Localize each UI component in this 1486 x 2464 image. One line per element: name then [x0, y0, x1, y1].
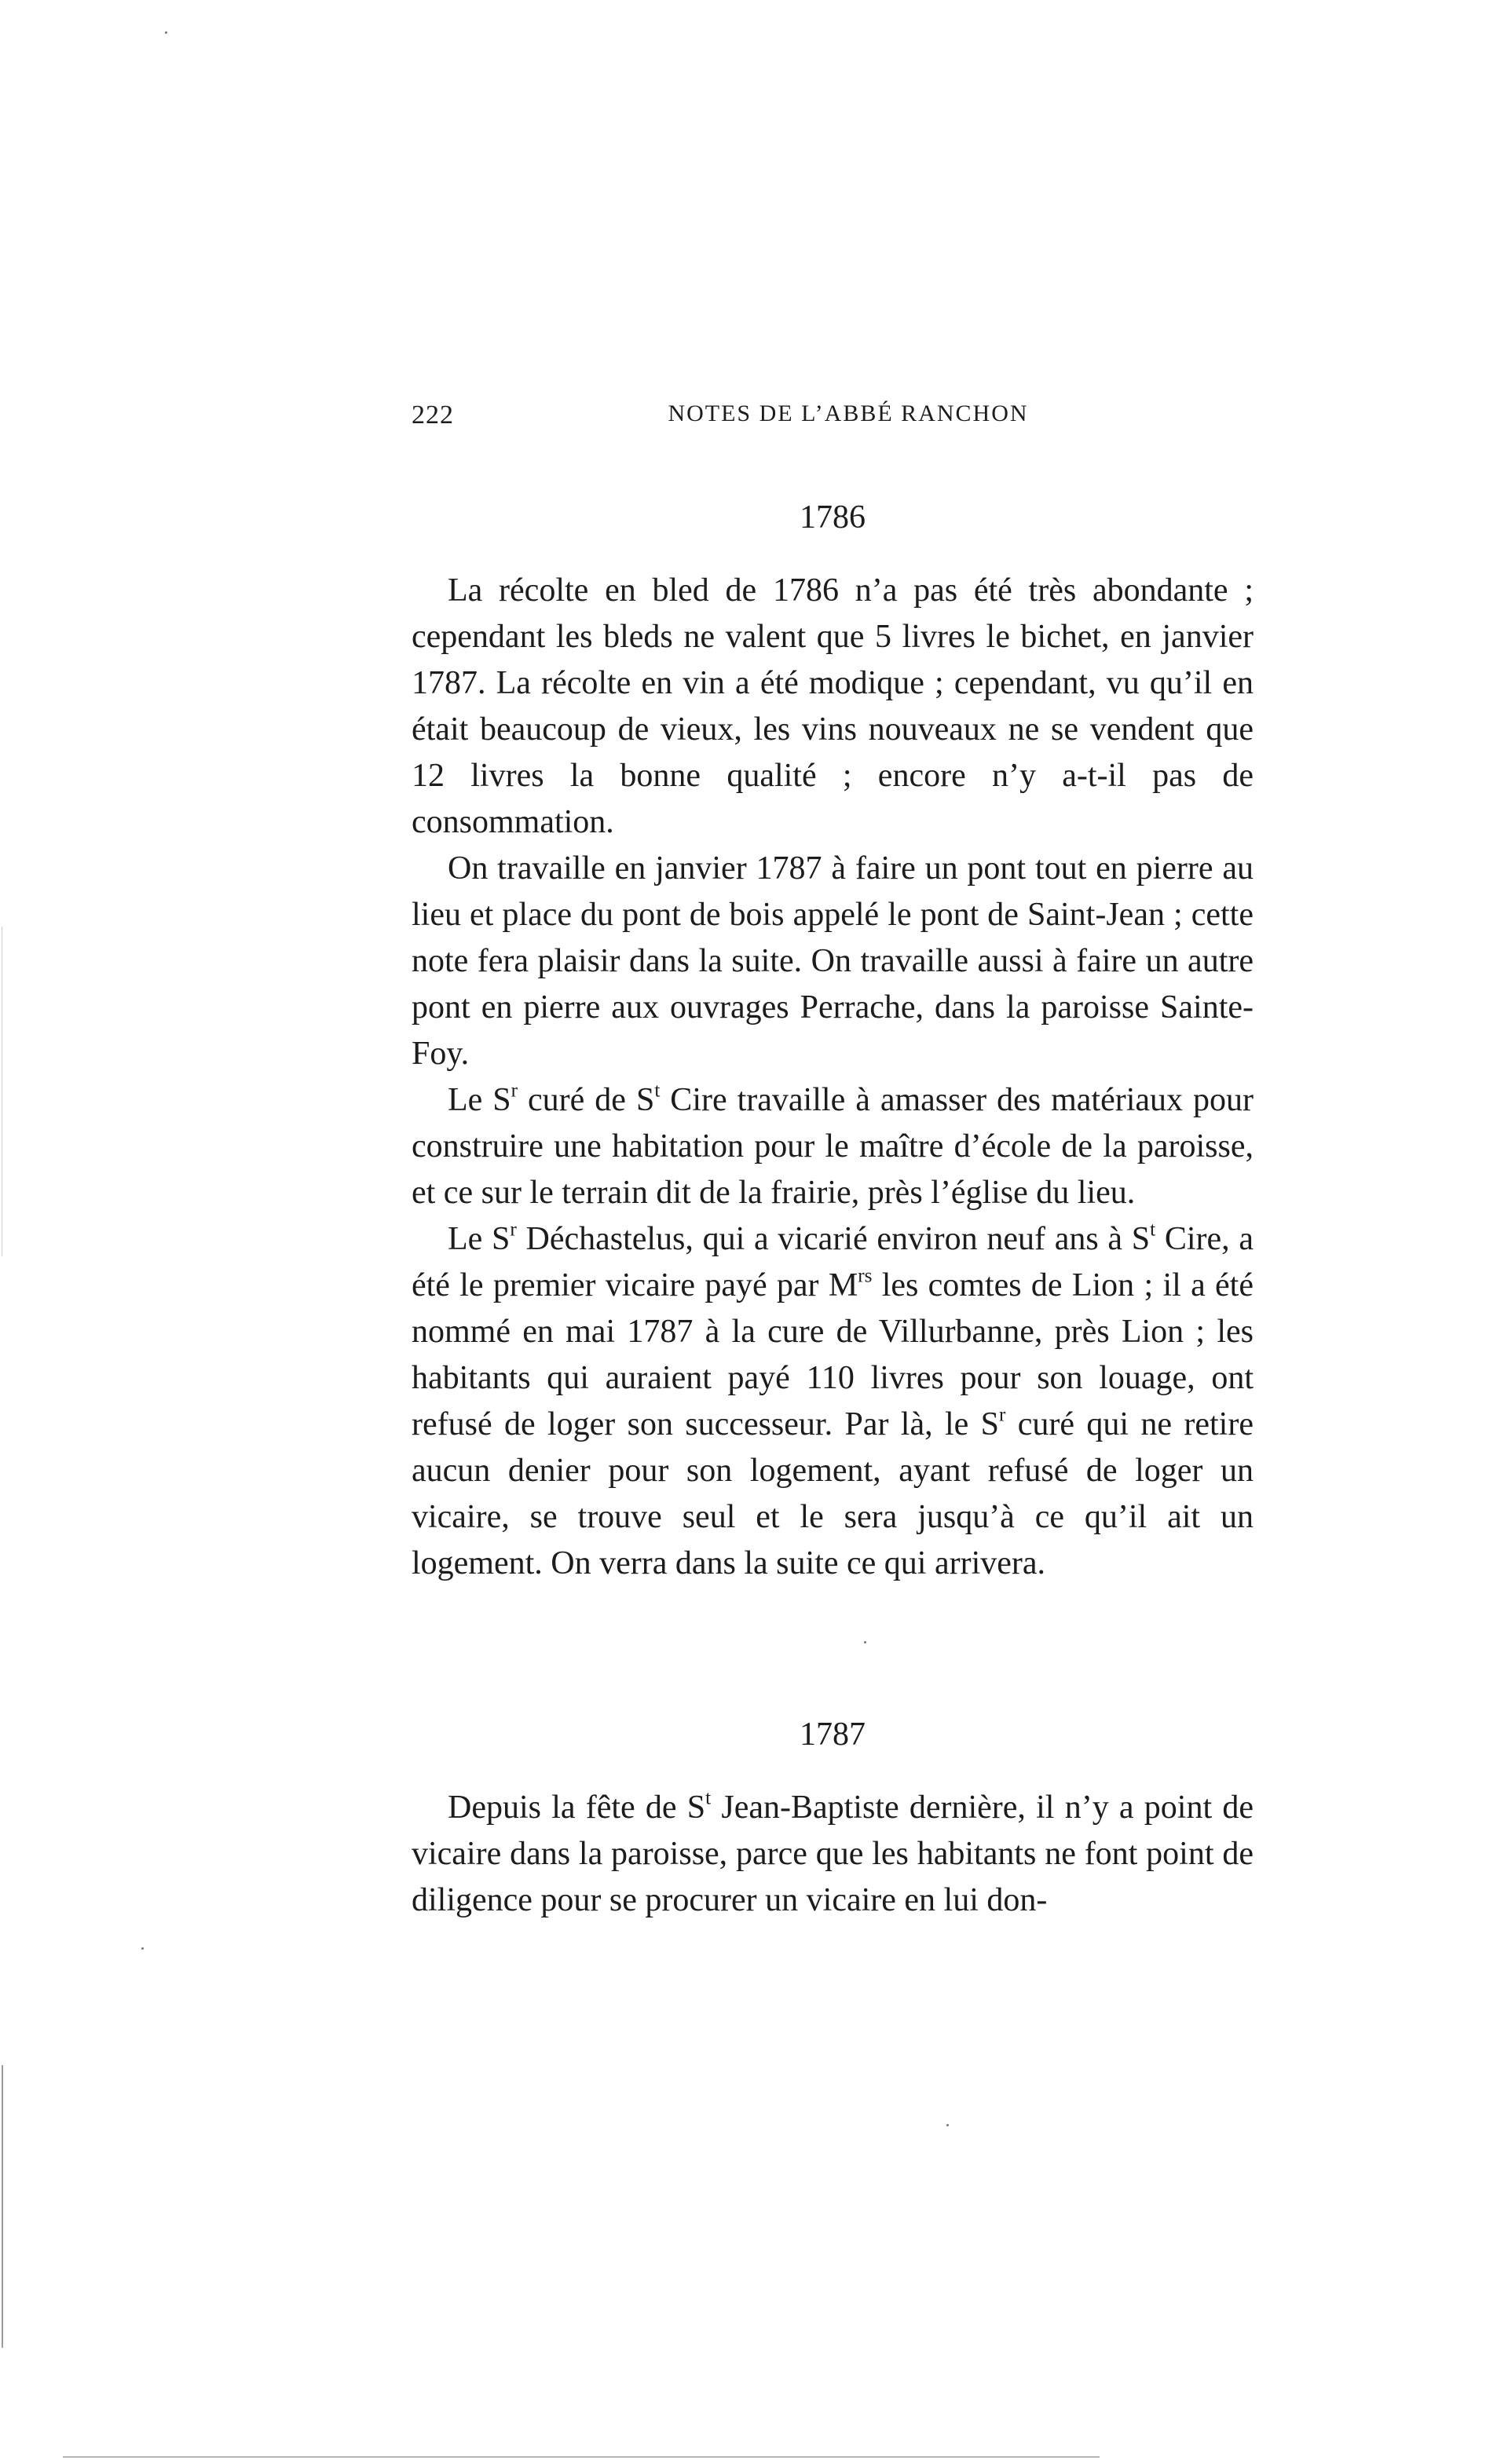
running-title: NOTES DE L’ABBÉ RANCHON [668, 400, 1029, 426]
paragraph-text: curé qui ne retire aucun denier pour son logement, ayant refusé de loger un vicaire, se trouve seul et le sera jusqu’à ce qu’il ait un logement. On verra dans la suite ce qui arrivera. [412, 1406, 1254, 1581]
paragraph-text: Le S [448, 1221, 511, 1257]
scan-speck [946, 2124, 949, 2126]
paragraph-text: les comtes de Lion ; il a été nommé en mai 1787 à la cure de Villurbanne, près Lion ; les habitants qui auraient payé 110 livres pour son louage, ont refusé de loger son successeur. Par là, le S [412, 1267, 1254, 1442]
section-year-heading: 1787 [800, 1716, 866, 1753]
superscript-abbreviation: rs [858, 1265, 873, 1287]
paragraph: La récolte en bled de 1786 n’a pas été très abondante ; cependant les bleds ne valent que 5 livres le bichet, en janvier 1787. La récolte en vin a été modique ; cependant, vu qu’il en était beaucoup de vieux, les vins nouveaux ne se vendent que 12 livres la bonne qualité ; encore n’y a-t-il pas de consommation. [412, 572, 1254, 840]
scan-speck [864, 1641, 866, 1643]
paragraph-text: Cire travaille à amasser des matériaux pour construire une habitation pour le maître d’école de la paroisse, et ce sur le terrain dit de la frairie, près l’église du lieu. [412, 1082, 1254, 1211]
paragraph-text: curé de S [518, 1082, 655, 1118]
page-number: 222 [412, 400, 454, 430]
paragraph-text: Déchastelus, qui a vicarié environ neuf ans à S [516, 1221, 1151, 1257]
superscript-abbreviation: r [998, 1404, 1006, 1426]
scan-edge-mark [2, 2065, 3, 2348]
scan-edge-mark [63, 2456, 1100, 2458]
superscript-abbreviation: r [510, 1219, 517, 1241]
section-1787 [412, 1712, 1254, 1924]
scan-speck [141, 1947, 144, 1950]
paragraph [412, 1077, 1254, 1216]
section-year-heading: 1786 [800, 499, 866, 536]
paragraph [412, 1785, 1254, 1924]
running-head [412, 400, 1254, 448]
paragraph-text: Jean-Baptiste dernière, il n’y a point de vicaire dans la paroisse, parce que les habitants ne font point de diligence pour se procurer un vicaire en lui don- [412, 1790, 1254, 1918]
section-1786 [412, 495, 1254, 1587]
superscript-abbreviation: t [705, 1787, 712, 1809]
paragraph-text: Depuis la fête de S [448, 1790, 706, 1826]
scan-speck [165, 31, 167, 34]
superscript-abbreviation: t [654, 1080, 661, 1102]
superscript-abbreviation: r [511, 1080, 518, 1102]
paragraph [412, 1216, 1254, 1587]
paragraph-text: Le S [448, 1082, 511, 1118]
paragraph: On travaille en janvier 1787 à faire un pont tout en pierre au lieu et place du pont de bois appelé le pont de Saint-Jean ; cette note fera plaisir dans la suite. On travaille aussi à faire un autre pont en pierre aux ouvrages Perrache, dans la paroisse Sainte-Foy. [412, 850, 1254, 1072]
paragraph-text: Cire, a été le premier vicaire payé par M [412, 1221, 1254, 1303]
superscript-abbreviation: t [1150, 1219, 1156, 1241]
